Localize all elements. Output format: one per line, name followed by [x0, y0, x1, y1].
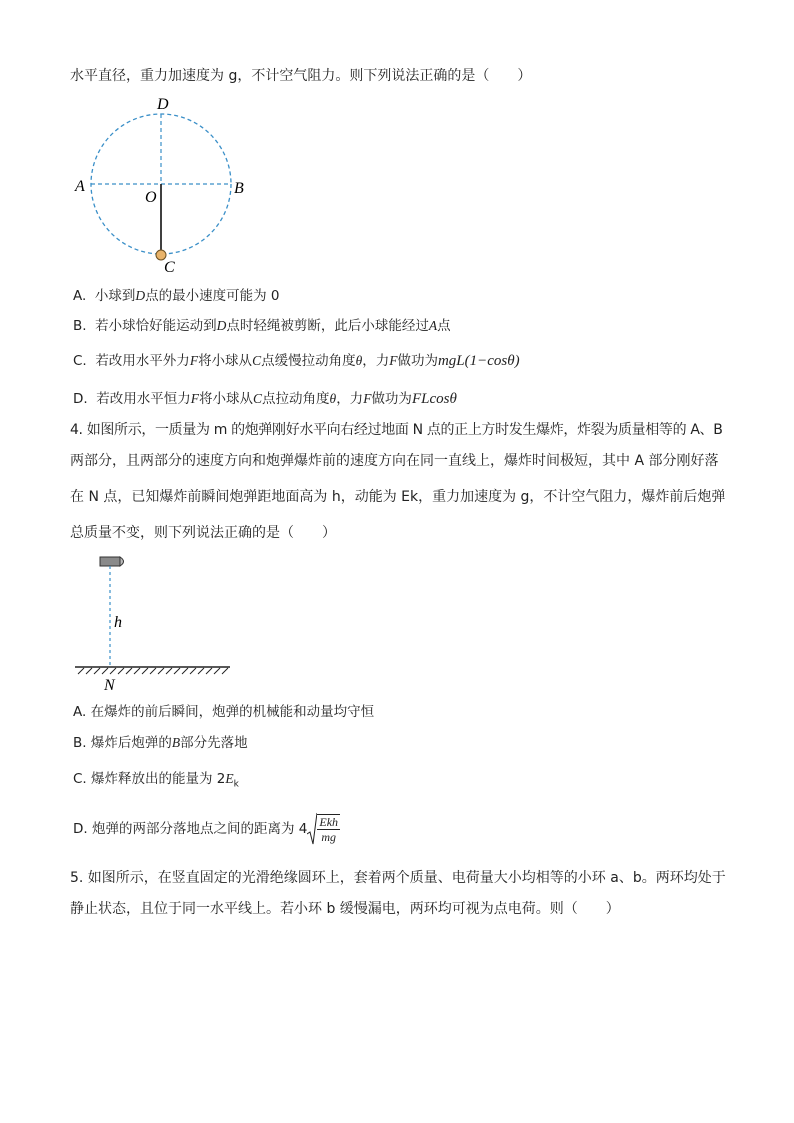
- q5-line-2: 静止状态，且位于同一水平线上。若小环 b 缓慢漏电，两环均可视为点电荷。则（ ）: [70, 901, 620, 917]
- shell-figure: [70, 552, 240, 697]
- fraction-numerator: Ekh: [319, 815, 339, 829]
- q4-line-2: 两部分，且两部分的速度方向和炮弹爆炸前的速度方向在同一直线上，爆炸时间极短，其中 A 部分刚好落: [70, 453, 719, 469]
- ground-hatching: [78, 668, 228, 674]
- shell-nose: [120, 557, 124, 566]
- label-h: h: [114, 614, 122, 631]
- shell-body: [100, 557, 120, 566]
- label-D: D: [157, 96, 169, 113]
- label-B: B: [234, 180, 244, 197]
- label-N: N: [104, 677, 115, 694]
- fraction-denominator: mg: [321, 830, 337, 844]
- q4-option-c: C. 爆炸释放出的能量为 $2E_k$: [73, 771, 239, 790]
- label-O: O: [145, 189, 157, 206]
- circle-figure: [70, 92, 260, 277]
- q3-option-c: C. 若改用水平外力F将小球从C点缓慢拉动角度θ，力F做功为mgL(1−cosθ): [73, 353, 520, 369]
- q4-option-b: B. 爆炸后炮弹的B部分先落地: [73, 735, 248, 751]
- label-C: C: [164, 259, 175, 276]
- q3-option-d: D. 若改用水平恒力F将小球从C点拉动角度θ，力F做功为FLcosθ: [73, 391, 457, 407]
- q4-line-3: 在 N 点，已知爆炸前瞬间炮弹距地面高为 h，动能为 Ek，重力加速度为 g，不计空气阻力，爆炸前后炮弹: [70, 489, 726, 505]
- q4-option-a: A. 在爆炸的前后瞬间，炮弹的机械能和动量均守恒: [73, 704, 375, 720]
- q3-option-b: B. 若小球恰好能运动到D点时轻绳被剪断，此后小球能经过A点: [73, 318, 451, 334]
- intro-line: 水平直径，重力加速度为 g，不计空气阻力。则下列说法正确的是（ ）: [70, 68, 532, 84]
- sqrt-expression: [307, 812, 340, 846]
- q4-line-4: 总质量不变，则下列说法正确的是（ ）: [70, 525, 336, 541]
- q4-line-1: 4. 如图所示，一质量为 m 的炮弹刚好水平向右经过地面 N 点的正上方时发生爆炸，炸裂为质量相等的 A、B: [70, 422, 723, 438]
- q3-option-a: A. 小球到D点的最小速度可能为 0: [73, 288, 280, 304]
- label-A: A: [75, 178, 85, 195]
- q4-option-d: D. 炮弹的两部分落地点之间的距离为 4 $\frac{\text{Ekh}}{mg}$: [73, 812, 340, 846]
- q5-line-1: 5. 如图所示，在竖直固定的光滑绝缘圆环上，套着两个质量、电荷量大小均相等的小环 a、b。两环均处于: [70, 870, 726, 886]
